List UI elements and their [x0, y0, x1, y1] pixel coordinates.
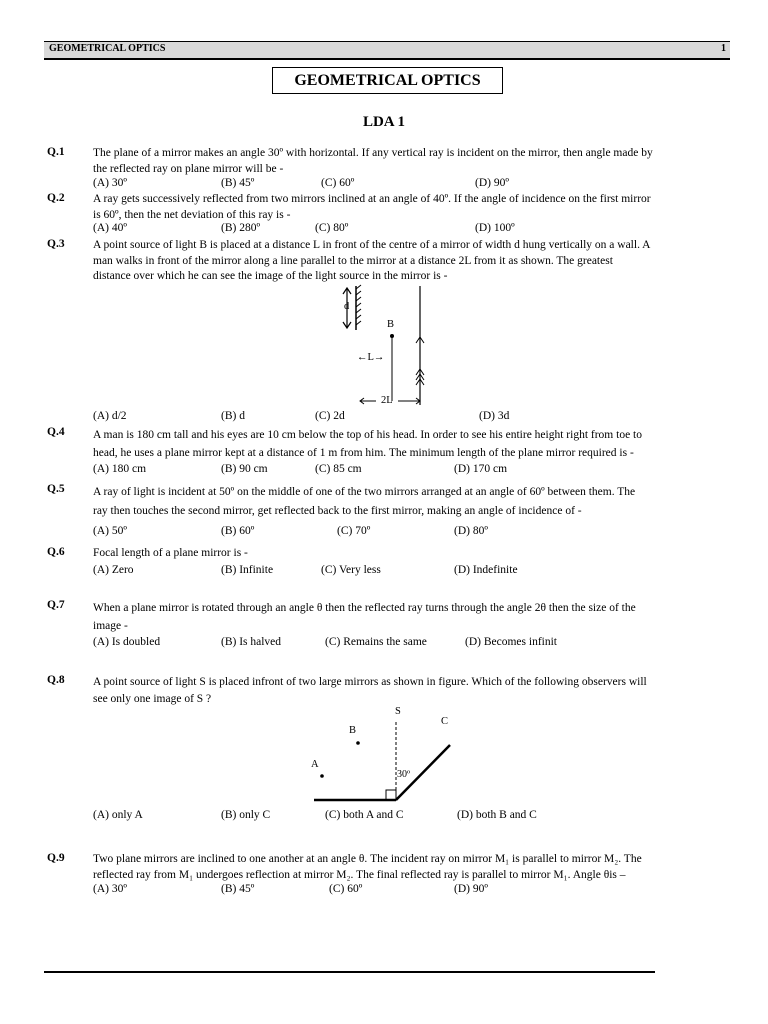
question-number: Q.4 — [47, 426, 65, 438]
option-c: (C) Remains the same — [325, 636, 427, 648]
question-line: is 60º, then the net deviation of this ray is - — [93, 208, 291, 221]
option-b: (B) 45º — [221, 177, 255, 189]
point-b — [356, 741, 360, 745]
option-b: (B) 280º — [221, 222, 261, 234]
running-header — [44, 41, 730, 60]
label-c: C — [441, 716, 449, 727]
header-title: GEOMETRICAL OPTICS — [49, 43, 166, 54]
question-line: reflected ray from M₁ undergoes reflection at mirror M₂. The final reflected ray is parallel to mirror M₁. Angle θis – — [93, 868, 626, 881]
question-line: The plane of a mirror makes an angle 30º with horizontal. If any vertical ray is incident on the mirror, then angle made by — [93, 147, 653, 159]
option-c: (C) both A and C — [325, 809, 404, 821]
question-text — [93, 426, 723, 462]
question-text — [93, 852, 723, 883]
question-line: A point source of light B is placed at a distance L in front of the centre of a mirror of width d hung vertically on a wall. A — [93, 239, 651, 251]
question-line: A man is 180 cm tall and his eyes are 10 cm below the top of his head. In order to see his entire height right from toe to — [93, 429, 642, 441]
question-line: ray then touches the second mirror, get reflected back to the first mirror, making an angle of incidence of - — [93, 505, 582, 517]
question-text — [93, 546, 723, 562]
option-a: (A) Zero — [93, 564, 134, 576]
option-a: (A) 40º — [93, 222, 127, 234]
option-d: (D) 100º — [475, 222, 515, 234]
question-line: the reflected ray on plane mirror will be - — [93, 162, 284, 175]
question-line: head, he uses a plane mirror kept at a distance of 1 m from him. The minimum length of the plane mirror required is - — [93, 447, 634, 459]
option-c: (C) 80º — [315, 222, 349, 234]
option-b: (B) d — [221, 410, 245, 422]
option-b: (B) Infinite — [221, 564, 274, 576]
option-d: (D) 80º — [454, 525, 488, 537]
label-a: A — [311, 759, 319, 770]
document-title: GEOMETRICAL OPTICS — [272, 67, 503, 94]
option-c: (C) 60º — [321, 177, 355, 189]
question-line: A ray of light is incident at 50º on the middle of one of the two mirrors arranged at an angle of 60º between them. The — [93, 486, 636, 498]
option-b: (B) Is halved — [221, 636, 282, 648]
footer-rule — [44, 971, 655, 973]
question-number: Q.5 — [47, 483, 65, 495]
option-d: (D) Becomes infinit — [465, 636, 557, 648]
option-c: (C) 70º — [337, 525, 371, 537]
option-d: (D) Indefinite — [454, 564, 518, 576]
question-text — [93, 599, 723, 635]
option-b: (B) 90 cm — [221, 463, 268, 475]
option-b: (B) 60º — [221, 525, 255, 537]
right-angle-marker — [386, 790, 396, 800]
option-a: (A) d/2 — [93, 410, 127, 422]
option-c: (C) 60º — [329, 883, 363, 895]
question-text — [93, 146, 723, 177]
label-2l: 2L — [381, 395, 393, 406]
wall-mirror — [356, 285, 361, 330]
question-line: A ray gets successively reflected from two mirrors inclined at an angle of 40º. If the angle of incidence on the first mirror — [93, 193, 651, 205]
question-line: When a plane mirror is rotated through an angle θ then the reflected ray turns through the angle 2θ then the size of the — [93, 602, 636, 614]
question-text — [93, 674, 723, 708]
question-number: Q.2 — [47, 192, 65, 204]
option-c: (C) 85 cm — [315, 463, 362, 475]
option-a: (A) 50º — [93, 525, 127, 537]
label-b: B — [387, 319, 395, 330]
option-a: (A) Is doubled — [93, 636, 161, 648]
question-line: see only one image of S ? — [93, 693, 212, 705]
option-c: (C) Very less — [321, 564, 381, 576]
option-d: (D) 170 cm — [454, 463, 508, 475]
option-a: (A) 30º — [93, 177, 127, 189]
question-text — [93, 192, 723, 223]
question-number: Q.9 — [47, 852, 65, 864]
question-line: man walks in front of the mirror along a line parallel to the mirror at a distance 2L from it as shown. The greatest — [93, 254, 613, 267]
option-d: (D) 3d — [479, 410, 510, 422]
option-a: (A) 30º — [93, 883, 127, 895]
label-b: B — [349, 725, 357, 736]
option-b: (B) 45º — [221, 883, 255, 895]
section-title: LDA 1 — [362, 114, 406, 130]
question-number: Q.7 — [47, 599, 65, 611]
option-a: (A) 180 cm — [93, 463, 147, 475]
label-d: d — [344, 301, 350, 312]
page-number: 1 — [721, 43, 726, 54]
question-number: Q.6 — [47, 546, 65, 558]
question-text — [93, 238, 723, 285]
question-number: Q.8 — [47, 674, 65, 686]
question-number: Q.1 — [47, 146, 65, 158]
point-a — [320, 774, 324, 778]
option-d: (D) both B and C — [457, 809, 537, 821]
question-line: A point source of light S is placed infront of two large mirrors as shown in figure. Which of the following observers will — [93, 676, 647, 688]
question-line: Focal length of a plane mirror is - — [93, 547, 248, 559]
question-number: Q.3 — [47, 238, 65, 250]
question-line: image - — [93, 620, 128, 632]
figure-q8 — [310, 712, 460, 804]
option-d: (D) 90º — [454, 883, 488, 895]
question-line: distance over which he can see the image of the light source in the mirror is - — [93, 270, 448, 282]
man-path — [416, 286, 424, 405]
question-line: Two plane mirrors are inclined to one another at an angle θ. The incident ray on mirror M₁ is parallel to mirror M₂. The — [93, 853, 642, 865]
option-c: (C) 2d — [315, 410, 345, 422]
label-l: ←L→ — [357, 352, 385, 363]
option-a: (A) only A — [93, 809, 143, 821]
label-s: S — [395, 706, 401, 717]
option-d: (D) 90º — [475, 177, 509, 189]
question-text — [93, 483, 723, 521]
label-angle: 30º — [397, 769, 411, 780]
option-b: (B) only C — [221, 809, 271, 821]
